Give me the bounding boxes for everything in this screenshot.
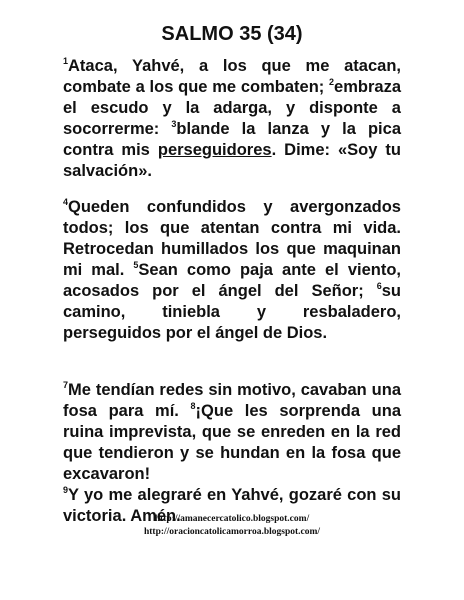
footer-url-2: http://oracioncatolicamorroa.blogspot.com/: [143, 527, 321, 537]
verse-5-text: Sean como paja ante el viento, acosados por el ángel del Señor;: [63, 261, 401, 300]
underlined-word: perseguidores: [157, 141, 272, 159]
verse-number-6: 6: [376, 281, 382, 291]
verse-number-5: 5: [133, 260, 139, 270]
verse-number-2: 2: [329, 77, 335, 87]
stanza-1: [63, 56, 401, 182]
psalm-title: SALMO 35 (34): [161, 23, 303, 45]
footer-links: [0, 513, 464, 539]
stanza-2-paragraph: [63, 197, 401, 344]
verse-9-text: Y yo me alegraré en Yahvé, gozaré con su victoria. Amén.: [63, 486, 401, 525]
verse-8-text: ¡Que les sorprenda una ruina imprevista, que se enreden en la red que tendieron y se hundan en la fosa que excavaron!: [63, 402, 401, 483]
stanza-3-paragraph: [63, 380, 401, 485]
verse-7-text: Me tendían redes sin motivo, cavaban una fosa para mí.: [63, 381, 401, 420]
verse-6-text: su camino, tiniebla y resbaladero, perseguidos por el ángel de Dios.: [63, 282, 401, 342]
footer-url-1: http://amanecercatolico.blogspot.com/: [154, 514, 310, 524]
stanza-1-paragraph: [63, 56, 401, 182]
verse-3-text-end: . Dime: «Soy tu salvación».: [63, 141, 401, 180]
verse-number-3: 3: [171, 119, 177, 129]
verse-number-4: 4: [63, 197, 69, 207]
stanza-3: [63, 380, 401, 527]
verse-4-text: Queden confundidos y avergonzados todos; los que atentan contra mi vida. Retrocedan humillados los que maquinan mi mal.: [63, 198, 401, 279]
verse-number-1: 1: [63, 56, 69, 66]
verse-number-8: 8: [190, 401, 196, 411]
verse-3-text-start: blande la lanza y la pica contra mis: [63, 120, 401, 159]
verse-number-7: 7: [63, 380, 69, 390]
verse-1-text: Ataca, Yahvé, a los que me atacan, combate a los que me combaten;: [63, 57, 401, 96]
stanza-2: [63, 197, 401, 344]
verse-2-text: embraza el escudo y la adarga, y disponte a socorrerme:: [63, 78, 401, 138]
verse-number-9: 9: [63, 485, 69, 495]
